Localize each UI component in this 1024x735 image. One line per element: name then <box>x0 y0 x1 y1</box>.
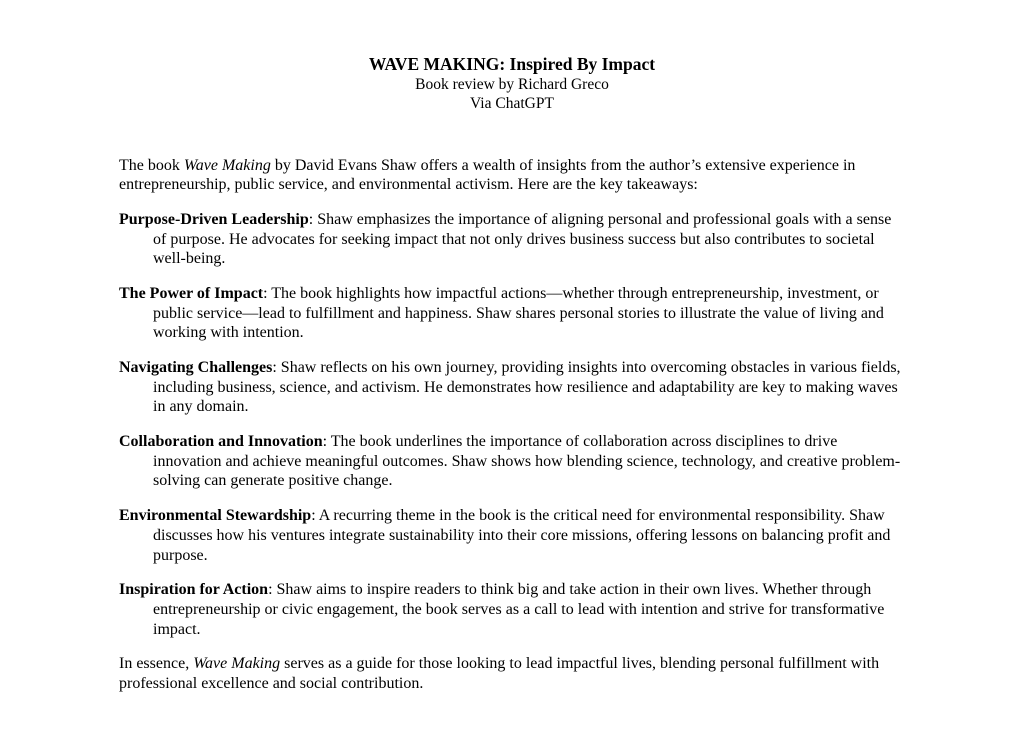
takeaway-term: Environmental Stewardship <box>119 507 312 525</box>
intro-paragraph <box>119 156 905 195</box>
takeaway-text: : Shaw reflects on his own journey, providing insights into overcoming obstacles in various fields, including business, science, and activism. He demonstrates how resilience and adaptability are key to making waves in any domain. <box>153 359 901 416</box>
takeaway-term: Collaboration and Innovation <box>119 433 323 451</box>
takeaway-environmental-stewardship <box>119 506 905 565</box>
takeaway-inspiration-for-action <box>119 580 905 639</box>
takeaway-term: Navigating Challenges <box>119 359 273 377</box>
takeaway-text: : The book underlines the importance of collaboration across disciplines to drive innovation and achieve meaningful outcomes. Shaw shows how blending science, technology, and creative problem-solving can generate positive change. <box>153 433 901 490</box>
takeaway-text: : Shaw aims to inspire readers to think big and take action in their own lives. Whether through entrepreneurship or civic engagement, the book serves as a call to lead with intention and strive for transformative impact. <box>153 581 885 638</box>
conclusion-text-start: In essence, <box>119 655 194 673</box>
takeaway-term: The Power of Impact <box>119 285 264 303</box>
takeaway-term: Inspiration for Action <box>119 581 269 599</box>
conclusion-paragraph <box>119 654 905 693</box>
document-title: WAVE MAKING: Inspired By Impact <box>368 54 656 74</box>
takeaway-text: : The book highlights how impactful actions—whether through entrepreneurship, investment, or public service—lead to fulfillment and happiness. Shaw shares personal stories to illustrate the value of living and working with intention. <box>153 285 884 342</box>
book-title-italic: Wave Making <box>183 156 271 174</box>
document-via-line: Via ChatGPT <box>470 95 554 113</box>
takeaway-text: : A recurring theme in the book is the critical need for environmental responsibility. Shaw discusses how his ventures integrate sustainability into their core missions, offering lessons on balancing profit and purpose. <box>153 507 891 564</box>
document-header <box>119 54 905 114</box>
takeaway-purpose-driven-leadership <box>119 210 905 269</box>
takeaway-navigating-challenges <box>119 358 905 417</box>
takeaway-collaboration-innovation <box>119 432 905 491</box>
takeaway-power-of-impact <box>119 284 905 343</box>
book-title-italic: Wave Making <box>193 655 281 673</box>
intro-text-start: The book <box>119 156 184 174</box>
takeaway-term: Purpose-Driven Leadership <box>119 211 309 229</box>
intro-text-end: by David Evans Shaw offers a wealth of insights from the author’s extensive experience in entrepreneurship, public service, and environmental activism. Here are the key takeaways: <box>119 156 856 194</box>
takeaway-text: : Shaw emphasizes the importance of aligning personal and professional goals with a sense of purpose. He advocates for seeking impact that not only drives business success but also contributes to societal well-being. <box>153 211 892 268</box>
document-subtitle: Book review by Richard Greco <box>415 76 609 93</box>
conclusion-text-end: serves as a guide for those looking to lead impactful lives, blending personal fulfillment with professional excellence and social contribution. <box>119 655 880 692</box>
document-body <box>119 156 905 694</box>
